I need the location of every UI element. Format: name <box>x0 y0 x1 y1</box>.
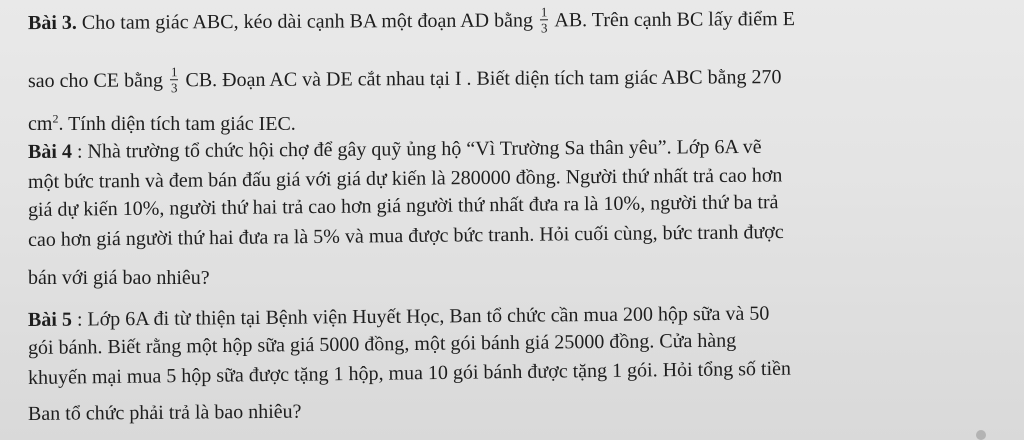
bai4-text-4: cao hơn giá người thứ hai đưa ra là 5% và mua được bức tranh. Hỏi cuối cùng, bức tranh được <box>27 221 784 251</box>
bai4-text-3: giá dự kiến 10%, người thứ hai trả cao hơn giá người thứ nhất đưa ra là 10%, người thứ ba trả <box>27 191 779 221</box>
bai5-line-2 <box>28 329 736 360</box>
bai4-line-2 <box>28 163 783 194</box>
bai3-text-1a: Cho tam giác ABC, kéo dài cạnh BA một đoạn AD bằng <box>76 9 539 34</box>
bai4-line-1 <box>28 135 762 164</box>
paper-speck-decoration <box>976 430 986 440</box>
unit-cm: cm <box>28 113 53 135</box>
bai3-line-2 <box>28 64 782 97</box>
bai4-text-5: bán với giá bao nhiêu? <box>28 267 210 289</box>
bai4-line-3 <box>28 190 779 222</box>
bai3-text-2b: CB. Đoạn AC và DE cắt nhau tại I . Biết diện tích tam giác ABC bằng 270 <box>180 66 782 92</box>
bai5-line-4 <box>28 400 302 426</box>
bai3-text-1b: AB. Trên cạnh BC lấy điểm E <box>550 8 795 32</box>
bai5-text-2: gói bánh. Biết rằng một hộp sữa giá 5000 đồng, một gói bánh giá 25000 đồng. Cửa hàng <box>27 329 737 359</box>
bai4-line-5 <box>28 266 210 290</box>
fraction-one-third-2: $\frac{1}{3}$ <box>170 64 178 96</box>
bai3-line-1 <box>28 6 795 39</box>
bai4-line-4 <box>28 220 784 252</box>
bai5-line-3 <box>28 357 791 390</box>
bai4-text-2: một bức tranh và đem bán đấu giá với giá dự kiến là 280000 đồng. Người thứ nhất trả cao hơn <box>27 164 783 193</box>
bai3-line-3 <box>28 112 296 136</box>
bai4-text-1: : Nhà trường tổ chức hội chợ để gây quỹ ủng hộ “Vì Trường Sa thân yêu”. Lớp 6A vẽ <box>71 135 762 163</box>
bai3-text-3: . Tính diện tích tam giác IEC. <box>58 113 296 135</box>
bai5-text-4: Ban tổ chức phải trả là bao nhiêu? <box>27 400 302 425</box>
unit-exponent: 2 <box>52 111 59 126</box>
bai5-text-1: : Lớp 6A đi từ thiện tại Bệnh viện Huyết Học, Ban tổ chức cần mua 200 hộp sữa và 50 <box>71 302 770 331</box>
bai5-label: Bài 5 <box>27 308 73 331</box>
bai3-text-2a: sao cho CE bằng <box>27 69 169 93</box>
bai5-text-3: khuyến mại mua 5 hộp sữa được tặng 1 hộp, mua 10 gói bánh được tặng 1 gói. Hỏi tổng số tiền <box>27 357 792 389</box>
bai4-label: Bài 4 <box>27 140 72 163</box>
bai5-line-1 <box>28 302 769 332</box>
bai3-label: Bài 3. <box>27 11 77 35</box>
fraction-one-third-1: $\frac{1}{3}$ <box>540 4 548 36</box>
